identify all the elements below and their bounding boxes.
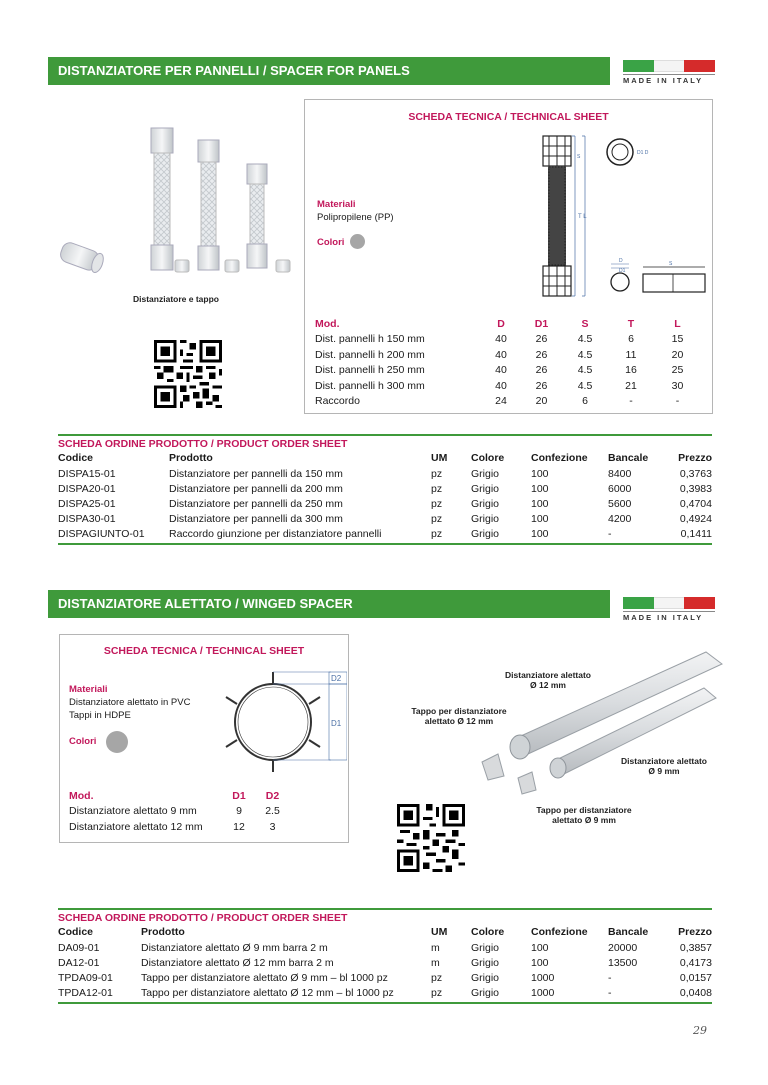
specs-row: Dist. pannelli h 150 mm 40 26 4.5 6 15 bbox=[315, 333, 684, 346]
dim-d-label: D bbox=[619, 258, 623, 264]
italy-flag-icon bbox=[623, 597, 715, 609]
order-table-row: DA12-01 Distanziatore alettato Ø 12 mm barra 2 m m Grigio 100 13500 0,4173 bbox=[58, 956, 712, 969]
order-table-1 bbox=[58, 450, 712, 542]
qr-code-section1 bbox=[153, 340, 223, 408]
order-table-header-2: Codice Prodotto UM Colore Confezione Bancale Prezzo bbox=[58, 926, 712, 938]
dim-d1-label-2: D1 bbox=[331, 719, 342, 728]
order-table-row: DISPA25-01 Distanziatore per pannelli da 250 mm pz Grigio 100 5600 0,4704 bbox=[58, 497, 712, 510]
qr-code-section2 bbox=[397, 804, 465, 872]
specs-table-header-2: Mod. D1 D2 bbox=[69, 789, 280, 802]
order-sheet-2 bbox=[58, 908, 712, 1004]
dim-d1-label: D1 bbox=[619, 268, 626, 274]
col-s: S bbox=[581, 317, 589, 330]
order-sheet-1 bbox=[58, 434, 712, 545]
callout-cap-12: Tappo per distanziatore alettato Ø 12 mm bbox=[411, 706, 507, 726]
order-sheet-bottom-rule-1 bbox=[58, 543, 712, 545]
callout-cap-9: Tappo per distanziatore alettato Ø 9 mm bbox=[536, 805, 632, 825]
technical-sheet-title-2: SCHEDA TECNICA / TECHNICAL SHEET bbox=[103, 645, 305, 657]
grey-color-swatch-2 bbox=[106, 731, 128, 753]
dim-tl-label: T L bbox=[578, 214, 587, 220]
italy-flag-icon bbox=[623, 60, 715, 72]
section2-title-banner: DISTANZIATORE ALETTATO / WINGED SPACER bbox=[48, 590, 610, 618]
order-table-row: DISPA30-01 Distanziatore per pannelli da 300 mm pz Grigio 100 4200 0,4924 bbox=[58, 513, 712, 526]
col-l: L bbox=[674, 317, 681, 330]
dim-d2-label: D2 bbox=[331, 674, 342, 683]
specs-row: Raccordo 24 20 6 - - bbox=[315, 395, 680, 408]
callout-winged-9: Distanziatore alettato Ø 9 mm bbox=[621, 756, 707, 776]
specs-table-header-1 bbox=[315, 316, 701, 332]
order-table-row: DISPA20-01 Distanziatore per pannelli da 200 mm pz Grigio 100 6000 0,3983 bbox=[58, 482, 712, 495]
specs-row: Dist. pannelli h 300 mm 40 26 4.5 21 30 bbox=[315, 379, 684, 392]
col-d: D bbox=[497, 317, 505, 330]
callout-winged-12: Distanziatore alettato Ø 12 mm bbox=[505, 670, 591, 690]
order-sheet-top-rule-2 bbox=[58, 908, 712, 910]
specs-row: Dist. pannelli h 200 mm 40 26 4.5 11 20 bbox=[315, 348, 684, 361]
made-in-italy-text: MADE IN ITALY bbox=[623, 613, 704, 622]
specs-table-1 bbox=[315, 316, 701, 409]
colors-label-1: Colori bbox=[317, 237, 345, 248]
order-sheet-title-1: SCHEDA ORDINE PRODOTTO / PRODUCT ORDER SHEET bbox=[58, 438, 348, 450]
page-number: 29 bbox=[693, 1024, 707, 1037]
specs-table-2 bbox=[69, 788, 291, 835]
order-table-header-1: Codice Prodotto UM Colore Confezione Bancale Prezzo bbox=[58, 452, 712, 464]
dim-s-label: S bbox=[577, 154, 581, 160]
materials-value-2b: Tappi in HDPE bbox=[69, 710, 131, 721]
dim-s2-label: S bbox=[669, 261, 673, 267]
materials-value-2a: Distanziatore alettato in PVC bbox=[69, 697, 191, 708]
made-in-italy-text: MADE IN ITALY bbox=[623, 76, 704, 85]
specs-row: Dist. pannelli h 250 mm 40 26 4.5 16 25 bbox=[315, 364, 684, 377]
colors-label-2: Colori bbox=[69, 736, 97, 747]
specs-row: Distanziatore alettato 12 mm 12 3 bbox=[69, 820, 276, 833]
order-table-row: DA09-01 Distanziatore alettato Ø 9 mm barra 2 m m Grigio 100 20000 0,3857 bbox=[58, 941, 712, 954]
made-in-italy-badge-1 bbox=[623, 60, 715, 85]
specs-row: Distanziatore alettato 9 mm 9 2.5 bbox=[69, 805, 280, 818]
section1-title-banner: DISTANZIATORE PER PANNELLI / SPACER FOR PANELS bbox=[48, 57, 610, 85]
materials-value-1: Polipropilene (PP) bbox=[317, 212, 394, 223]
order-table-row: TPDA09-01 Tappo per distanziatore alettato Ø 9 mm – bl 1000 pz pz Grigio 1000 - 0,0157 bbox=[58, 971, 712, 984]
panel-spacer-product-image bbox=[50, 118, 300, 288]
order-sheet-top-rule-1 bbox=[58, 434, 712, 436]
order-table-2 bbox=[58, 924, 712, 1001]
order-sheet-title-2: SCHEDA ORDINE PRODOTTO / PRODUCT ORDER SHEET bbox=[58, 912, 348, 924]
technical-sheet-title-1: SCHEDA TECNICA / TECHNICAL SHEET bbox=[408, 111, 609, 123]
grey-color-swatch-1 bbox=[350, 234, 365, 249]
winged-spacer-technical-drawing bbox=[215, 664, 347, 784]
product-image-caption: Distanziatore e tappo bbox=[133, 294, 219, 304]
made-in-italy-badge-2 bbox=[623, 597, 715, 622]
order-table-row: DISPA15-01 Distanziatore per pannelli da 150 mm pz Grigio 100 8400 0,3763 bbox=[58, 467, 712, 480]
col-mod: Mod. bbox=[315, 317, 340, 330]
order-table-row: DISPAGIUNTO-01 Raccordo giunzione per distanziatore pannelli pz Grigio 100 - 0,1411 bbox=[58, 528, 712, 541]
col-t: T bbox=[627, 317, 635, 330]
materials-label-1: Materiali bbox=[317, 199, 356, 210]
order-table-row: TPDA12-01 Tappo per distanziatore alettato Ø 12 mm – bl 1000 pz pz Grigio 1000 - 0,0408 bbox=[58, 987, 712, 1000]
materials-label-2: Materiali bbox=[69, 684, 108, 695]
panel-spacer-technical-drawing bbox=[535, 134, 710, 299]
order-sheet-bottom-rule-2 bbox=[58, 1002, 712, 1004]
dim-d1d-label: D1 D bbox=[637, 150, 649, 156]
col-d1: D1 bbox=[534, 317, 549, 330]
